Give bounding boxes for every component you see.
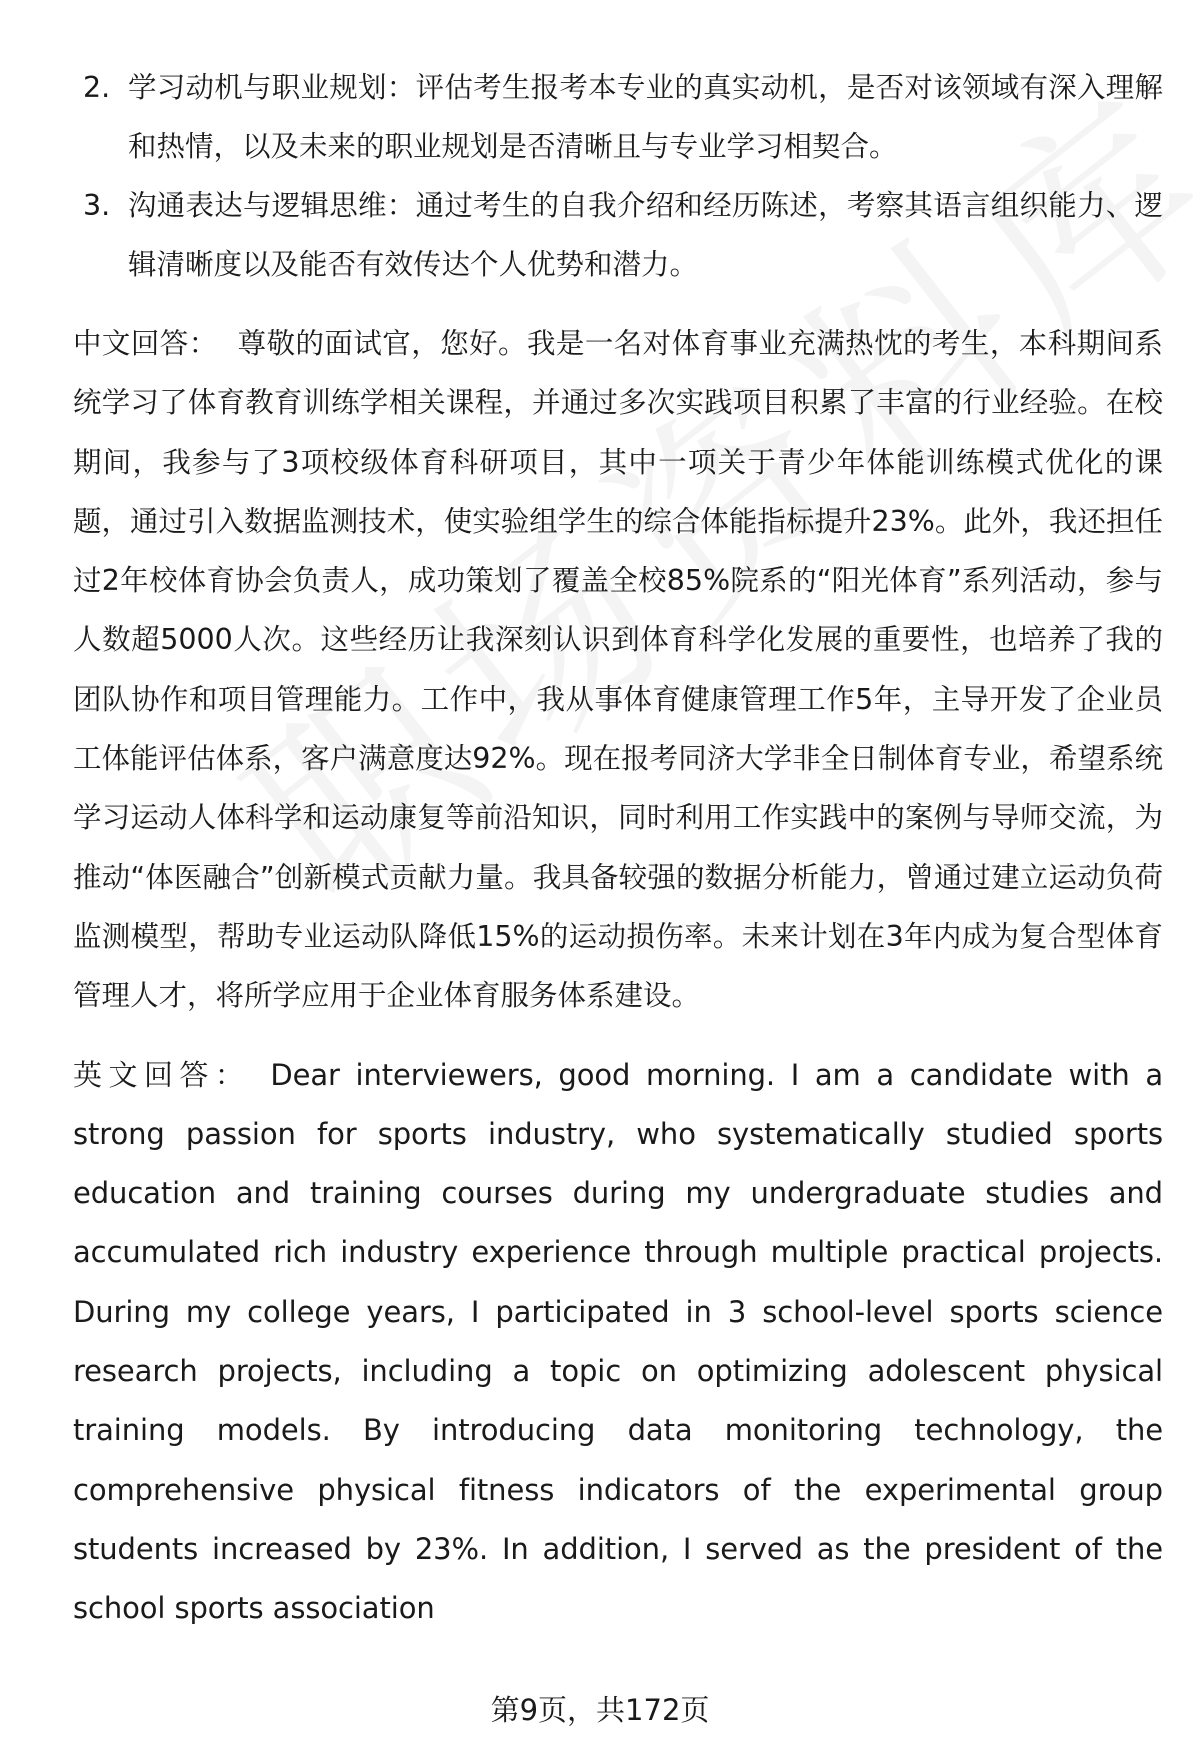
chinese-answer-text: 尊敬的面试官，您好。我是一名对体育事业充满热忱的考生，本科期间系统学习了体育教育训练学相关课程，并通过多次实践项目积累了丰富的行业经验。在校期间，我参与了3项校级体育科研项目，其中一项关于青少年体能训练模式优化的课题，通过引入数据监测技术，使实验组学生的综合体能指标提升23%。此外，我还担任过2年校体育协会负责人，成功策划了覆盖全校85%院系的“阳光体育”系列活动，参与人数超5000人次。这些经历让我深刻认识到体育科学化发展的重要性，也培养了我的团队协作和项目管理能力。工作中，我从事体育健康管理工作5年，主导开发了企业员工体能评估体系，客户满意度达92%。现在报考同济大学非全日制体育专业，希望系统学习运动人体科学和运动康复等前沿知识，同时利用工作实践中的案例与导师交流，为推动“体医融合”创新模式贡献力量。我具备较强的数据分析能力，曾通过建立运动负荷监测模型，帮助专业运动队降低15%的运动损伤率。未来计划在3年内成为复合型体育管理人才，将所学应用于企业体育服务体系建设。 [73, 327, 1163, 1013]
page-footer [0, 1690, 1200, 1730]
english-answer-label: 英文回答： [73, 1057, 251, 1092]
criteria-item-2 [73, 58, 1163, 176]
criteria-item-3 [73, 176, 1163, 294]
chinese-answer-paragraph [73, 314, 1163, 1026]
english-answer-paragraph [73, 1046, 1163, 1639]
criteria-number: 2. [83, 71, 111, 104]
page-indicator: 第9页，共172页 [490, 1693, 710, 1727]
criteria-number: 3. [83, 189, 111, 222]
criteria-text: 学习动机与职业规划：评估考生报考本专业的真实动机，是否对该领域有深入理解和热情，以及未来的职业规划是否清晰且与专业学习相契合。 [128, 71, 1163, 163]
english-answer-text: Dear interviewers, good morning. I am a candidate with a strong passion for sports industry, who systematically studied sports education and training courses during my undergraduate studies and accumulated rich industry experience through multiple practical projects. During my college years, I participated in 3 school-level sports science research projects, including a topic on optimizing adolescent physical training models. By introducing data monitoring technology, the comprehensive physical fitness indicators of the experimental group students increased by 23%. In addition, I served as the president of the school sports association [73, 1057, 1163, 1626]
criteria-text: 沟通表达与逻辑思维：通过考生的自我介绍和经历陈述，考察其语言组织能力、逻辑清晰度以及能否有效传达个人优势和潜力。 [128, 189, 1163, 281]
chinese-answer-label: 中文回答： [73, 327, 218, 360]
evaluation-criteria-list [73, 58, 1163, 294]
page-content [73, 58, 1163, 1639]
